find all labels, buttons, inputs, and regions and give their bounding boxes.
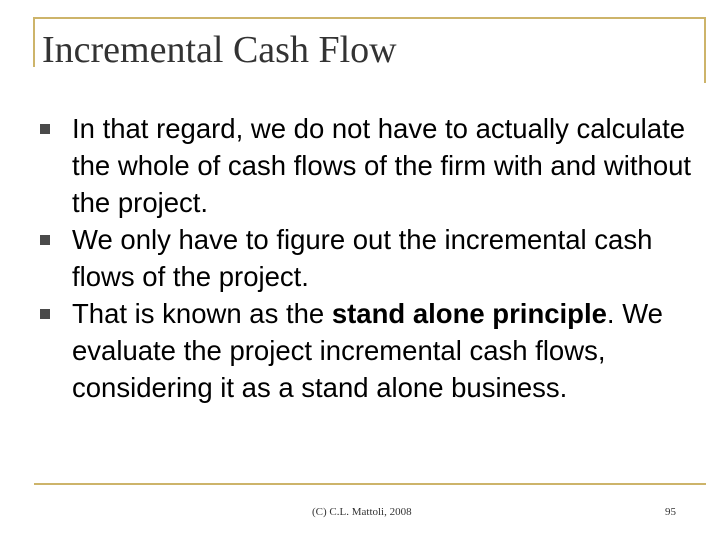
bullet-item-3 [36, 295, 696, 406]
slide-title: Incremental Cash Flow [42, 29, 397, 71]
frame-bottom-line [34, 483, 706, 485]
square-bullet-icon [40, 309, 50, 319]
bullet-list [36, 110, 696, 406]
square-bullet-icon [40, 235, 50, 245]
frame-right-line [704, 17, 706, 83]
bullet-bold-term: stand alone principle [331, 298, 607, 329]
bullet-text: In that regard, we do not have to actually calculate the whole of cash flows of the firm with and without the project. [72, 113, 692, 218]
frame-top-line [34, 17, 706, 19]
bullet-item-2 [36, 221, 696, 295]
bullet-text: We only have to figure out the incremental cash flows of the project. [72, 224, 653, 292]
footer-credit: (C) C.L. Mattoli, 2008 [312, 506, 412, 518]
square-bullet-icon [40, 124, 50, 134]
bullet-text-after: . We evaluate the project incremental cash flows, considering it as a stand alone business. [72, 298, 663, 403]
page-number: 95 [665, 506, 676, 518]
frame-left-line [33, 17, 35, 67]
bullet-item-1 [36, 110, 696, 221]
bullet-text-before: That is known as the [72, 298, 332, 329]
